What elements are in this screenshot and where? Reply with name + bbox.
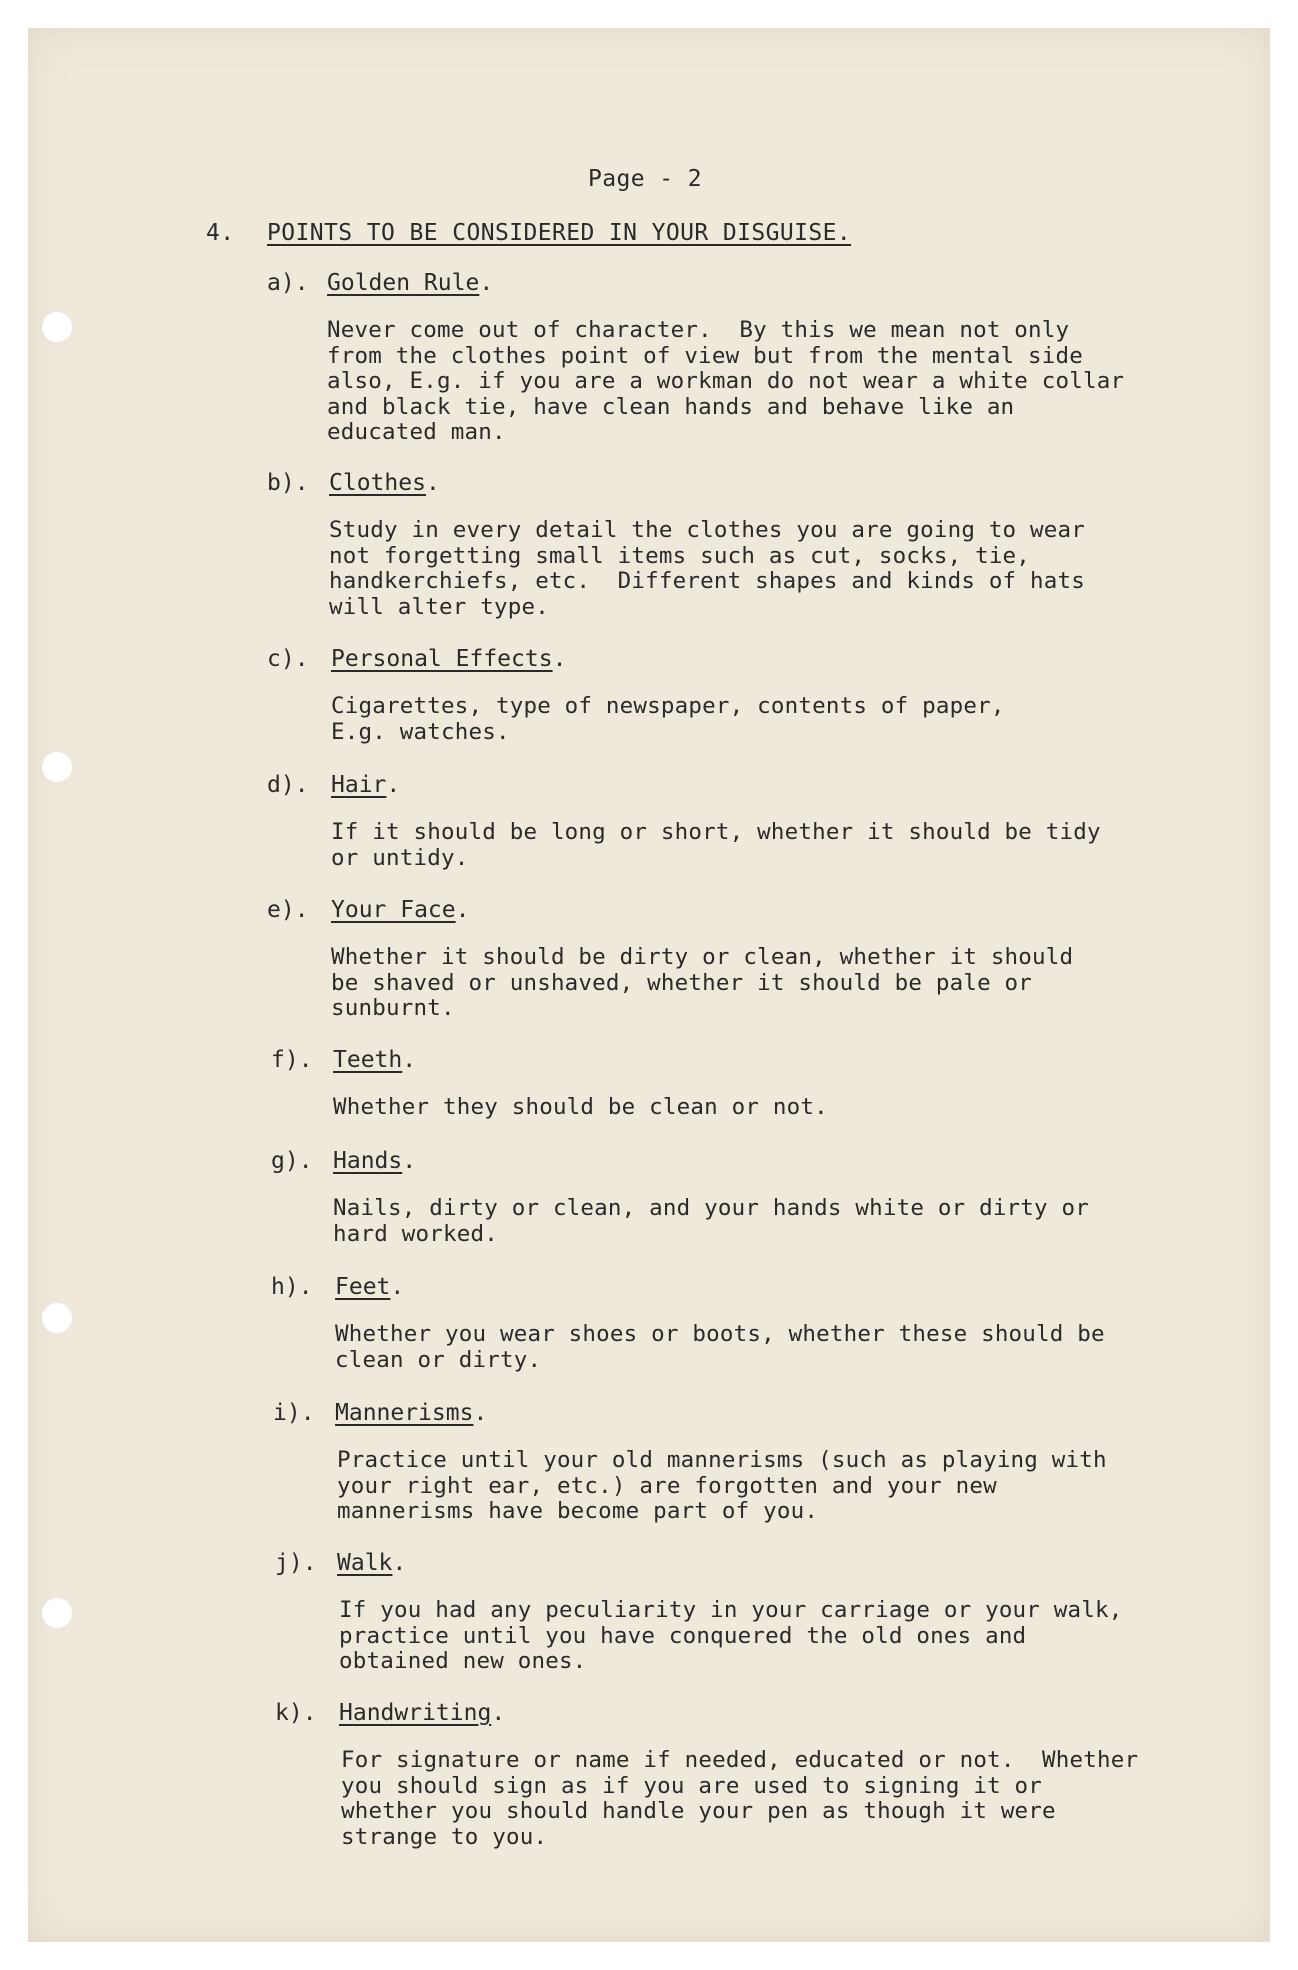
item-heading-punct: . (386, 772, 401, 798)
item-body: Cigarettes, type of newspaper, contents of paper, E.g. watches. (331, 693, 1005, 745)
item-label: a). (267, 270, 309, 296)
item-heading (327, 270, 493, 296)
item-label: g). (271, 1148, 313, 1174)
item-heading-text: Clothes (329, 470, 426, 496)
item-heading (333, 1047, 416, 1073)
item-heading (331, 646, 566, 672)
item-heading (339, 1700, 505, 1726)
item-heading-text: Your Face (331, 897, 456, 923)
page-number: Page - 2 (588, 166, 702, 192)
item-body: Whether you wear shoes or boots, whether these should be clean or dirty. (335, 1321, 1105, 1373)
punch-hole (42, 752, 72, 782)
item-heading (331, 897, 469, 923)
item-heading-punct: . (402, 1148, 417, 1174)
item-heading-text: Feet (335, 1274, 391, 1300)
item-heading (335, 1400, 487, 1426)
item-label: b). (267, 470, 309, 496)
item-label: d). (267, 772, 309, 798)
item-label: j). (275, 1550, 317, 1576)
punch-hole (42, 1303, 72, 1333)
item-heading-punct: . (479, 270, 494, 296)
item-heading-text: Hair (331, 772, 387, 798)
item-heading-punct: . (402, 1047, 417, 1073)
item-heading (335, 1274, 404, 1300)
item-heading (329, 470, 440, 496)
item-body: Whether they should be clean or not. (333, 1094, 828, 1120)
item-heading (337, 1550, 406, 1576)
item-heading (333, 1148, 416, 1174)
item-label: c). (267, 646, 309, 672)
item-body: If you had any peculiarity in your carriage or your walk, practice until you have conquered the old ones and obtained new ones. (339, 1597, 1123, 1674)
item-heading-punct: . (425, 470, 440, 496)
section-number: 4. (206, 220, 235, 246)
item-heading-punct: . (455, 897, 470, 923)
item-body: Whether it should be dirty or clean, whether it should be shaved or unshaved, whether it should be pale or sunburnt. (331, 944, 1074, 1021)
item-heading-punct: . (473, 1400, 488, 1426)
item-heading-text: Walk (337, 1550, 393, 1576)
item-body: Practice until your old mannerisms (such as playing with your right ear, etc.) are forgotten and your new mannerisms have become part of you. (337, 1447, 1107, 1524)
item-label: e). (267, 897, 309, 923)
item-heading-text: Personal Effects (331, 646, 553, 672)
item-label: k). (275, 1700, 317, 1726)
item-heading-punct: . (552, 646, 567, 672)
item-heading-punct: . (390, 1274, 405, 1300)
item-label: h). (271, 1274, 313, 1300)
item-heading-punct: . (392, 1550, 407, 1576)
item-heading-text: Golden Rule (327, 270, 480, 296)
item-label: f). (271, 1047, 313, 1073)
item-body: For signature or name if needed, educated or not. Whether you should sign as if you are used to signing it or whether you should handle your pen as though it were strange to you. (341, 1747, 1139, 1850)
item-heading-punct: . (491, 1700, 506, 1726)
item-heading-text: Mannerisms (335, 1400, 474, 1426)
item-heading-text: Hands (333, 1148, 403, 1174)
punch-hole (42, 1598, 72, 1628)
item-label: i). (273, 1400, 315, 1426)
item-body: Never come out of character. By this we mean not only from the clothes point of view but from the mental side also, E.g. if you are a workman do not wear a white collar and black tie, have clean hands and behave like an educated man. (327, 317, 1125, 445)
item-heading (331, 772, 400, 798)
item-heading-text: Handwriting (339, 1700, 492, 1726)
section-title: POINTS TO BE CONSIDERED IN YOUR DISGUISE. (267, 220, 852, 246)
item-body: Nails, dirty or clean, and your hands white or dirty or hard worked. (333, 1195, 1090, 1247)
item-body: Study in every detail the clothes you are going to wear not forgetting small items such as cut, socks, tie, handkerchiefs, etc. Different shapes and kinds of hats will alter type. (329, 517, 1086, 620)
punch-hole (42, 312, 72, 342)
item-heading-text: Teeth (333, 1047, 403, 1073)
item-body: If it should be long or short, whether it should be tidy or untidy. (331, 819, 1101, 871)
